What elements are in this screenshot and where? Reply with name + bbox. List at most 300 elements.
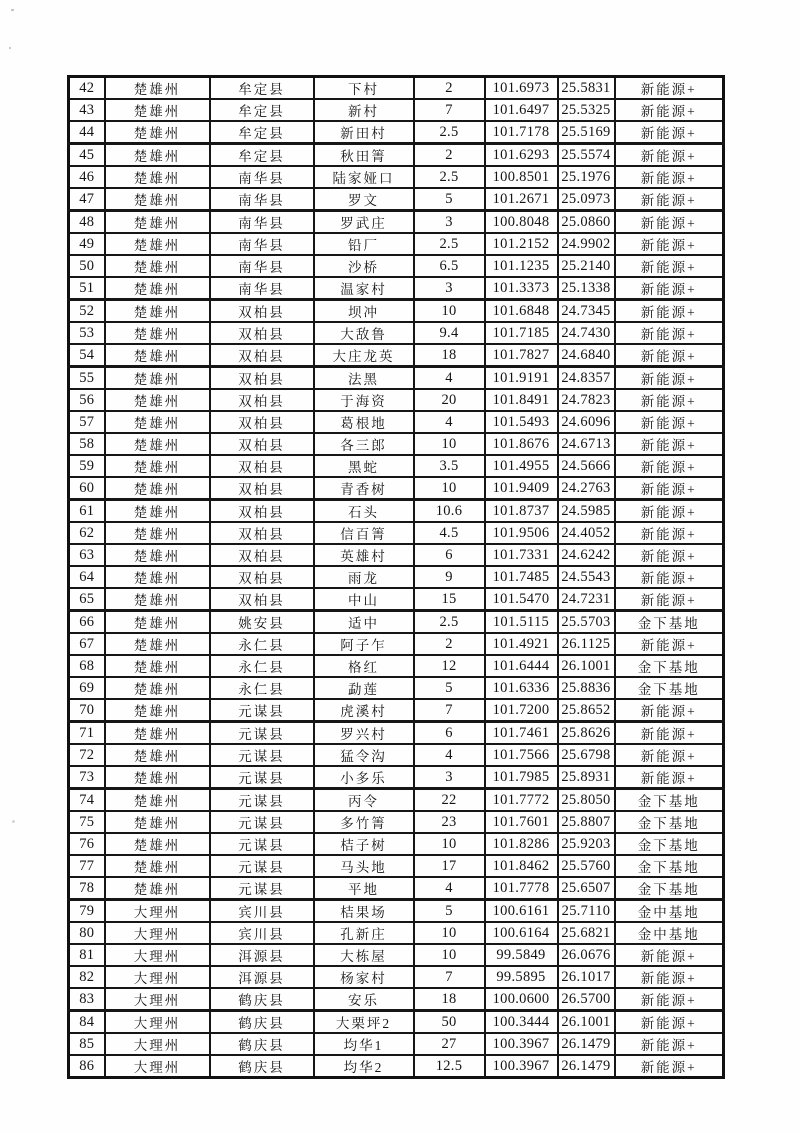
cell-longitude: 101.7778 [485,877,558,900]
cell-category: 新能源+ [615,522,724,544]
cell-latitude: 24.7823 [558,389,615,411]
cell-prefecture: 楚雄州 [105,188,210,211]
cell-category: 新能源+ [615,367,724,390]
cell-capacity: 3 [414,277,485,300]
table-row [69,766,724,789]
table-row [69,699,724,722]
cell-category: 新能源+ [615,566,724,588]
cell-county: 元谋县 [210,744,314,766]
table-row [69,922,724,944]
cell-row-number: 63 [69,544,105,566]
cell-prefecture: 楚雄州 [105,166,210,188]
cell-county: 双柏县 [210,455,314,477]
cell-category: 金中基地 [615,900,724,923]
cell-prefecture: 楚雄州 [105,633,210,655]
cell-latitude: 24.6096 [558,411,615,433]
cell-latitude: 24.7231 [558,588,615,611]
cell-capacity: 4 [414,367,485,390]
cell-county: 双柏县 [210,322,314,344]
cell-county: 宾川县 [210,922,314,944]
cell-capacity: 2.5 [414,233,485,255]
cell-longitude: 101.7178 [485,121,558,144]
cell-prefecture: 楚雄州 [105,766,210,789]
cell-capacity: 2.5 [414,611,485,634]
cell-row-number: 66 [69,611,105,634]
cell-capacity: 7 [414,99,485,121]
cell-row-number: 81 [69,944,105,966]
cell-category: 新能源+ [615,1011,724,1034]
cell-county: 元谋县 [210,789,314,812]
cell-category: 新能源+ [615,944,724,966]
cell-latitude: 25.7110 [558,900,615,923]
cell-category: 新能源+ [615,455,724,477]
cell-county: 双柏县 [210,522,314,544]
cell-row-number: 53 [69,322,105,344]
cell-category: 新能源+ [615,722,724,745]
cell-row-number: 83 [69,988,105,1011]
cell-latitude: 25.0860 [558,211,615,234]
cell-category: 新能源+ [615,411,724,433]
cell-county: 元谋县 [210,833,314,855]
cell-row-number: 69 [69,677,105,699]
cell-prefecture: 楚雄州 [105,477,210,500]
cell-capacity: 10 [414,300,485,323]
cell-row-number: 56 [69,389,105,411]
cell-county: 元谋县 [210,811,314,833]
cell-latitude: 25.5325 [558,99,615,121]
cell-site-name: 虎溪村 [314,699,414,722]
cell-site-name: 阿子乍 [314,633,414,655]
cell-county: 双柏县 [210,477,314,500]
cell-category: 新能源+ [615,99,724,121]
table-row [69,966,724,988]
cell-site-name: 安乐 [314,988,414,1011]
cell-category: 新能源+ [615,211,724,234]
cell-capacity: 9.4 [414,322,485,344]
cell-county: 南华县 [210,166,314,188]
cell-category: 金下基地 [615,789,724,812]
cell-county: 双柏县 [210,344,314,367]
cell-capacity: 12 [414,655,485,677]
cell-capacity: 15 [414,588,485,611]
table-row [69,322,724,344]
cell-latitude: 24.7345 [558,300,615,323]
cell-row-number: 43 [69,99,105,121]
cell-longitude: 101.3373 [485,277,558,300]
cell-longitude: 100.8048 [485,211,558,234]
cell-prefecture: 楚雄州 [105,833,210,855]
cell-site-name: 于海资 [314,389,414,411]
table-row [69,1033,724,1055]
cell-latitude: 26.0676 [558,944,615,966]
cell-longitude: 101.9191 [485,367,558,390]
cell-latitude: 25.5831 [558,77,615,100]
table-row [69,611,724,634]
cell-longitude: 100.0600 [485,988,558,1011]
cell-prefecture: 大理州 [105,988,210,1011]
site-table [67,75,725,1079]
cell-row-number: 52 [69,300,105,323]
table-row [69,389,724,411]
cell-site-name: 雨龙 [314,566,414,588]
cell-category: 新能源+ [615,1055,724,1078]
cell-capacity: 9 [414,566,485,588]
cell-capacity: 5 [414,900,485,923]
cell-latitude: 26.1001 [558,655,615,677]
cell-site-name: 格红 [314,655,414,677]
cell-latitude: 24.2763 [558,477,615,500]
cell-site-name: 沙桥 [314,255,414,277]
cell-longitude: 101.9409 [485,477,558,500]
cell-row-number: 44 [69,121,105,144]
cell-site-name: 中山 [314,588,414,611]
cell-category: 新能源+ [615,121,724,144]
table-row [69,744,724,766]
cell-site-name: 石头 [314,500,414,523]
cell-latitude: 24.7430 [558,322,615,344]
cell-longitude: 101.7331 [485,544,558,566]
cell-capacity: 10.6 [414,500,485,523]
cell-site-name: 青香树 [314,477,414,500]
cell-prefecture: 楚雄州 [105,344,210,367]
cell-county: 双柏县 [210,566,314,588]
cell-capacity: 3.5 [414,455,485,477]
cell-category: 金下基地 [615,611,724,634]
cell-capacity: 27 [414,1033,485,1055]
cell-category: 新能源+ [615,699,724,722]
table-row [69,77,724,100]
cell-row-number: 61 [69,500,105,523]
cell-row-number: 57 [69,411,105,433]
cell-capacity: 4 [414,411,485,433]
cell-prefecture: 楚雄州 [105,877,210,900]
cell-site-name: 罗文 [314,188,414,211]
site-table-body [69,77,724,1078]
cell-county: 牟定县 [210,77,314,100]
table-row [69,233,724,255]
cell-prefecture: 楚雄州 [105,522,210,544]
cell-county: 南华县 [210,233,314,255]
cell-latitude: 26.1125 [558,633,615,655]
cell-longitude: 100.8501 [485,166,558,188]
table-row [69,433,724,455]
cell-prefecture: 楚雄州 [105,300,210,323]
cell-latitude: 26.1479 [558,1033,615,1055]
cell-prefecture: 楚雄州 [105,121,210,144]
cell-latitude: 26.1017 [558,966,615,988]
cell-row-number: 45 [69,144,105,167]
cell-longitude: 101.6293 [485,144,558,167]
cell-prefecture: 楚雄州 [105,611,210,634]
cell-site-name: 罗兴村 [314,722,414,745]
cell-capacity: 5 [414,677,485,699]
cell-capacity: 18 [414,988,485,1011]
cell-county: 元谋县 [210,877,314,900]
cell-capacity: 5 [414,188,485,211]
cell-latitude: 25.9203 [558,833,615,855]
cell-site-name: 勐莲 [314,677,414,699]
table-row [69,277,724,300]
cell-longitude: 101.5493 [485,411,558,433]
cell-latitude: 25.8652 [558,699,615,722]
cell-category: 新能源+ [615,1033,724,1055]
cell-category: 新能源+ [615,300,724,323]
cell-site-name: 桔子树 [314,833,414,855]
table-row [69,411,724,433]
cell-capacity: 23 [414,811,485,833]
cell-site-name: 黑蛇 [314,455,414,477]
cell-prefecture: 楚雄州 [105,99,210,121]
cell-capacity: 10 [414,833,485,855]
cell-row-number: 60 [69,477,105,500]
cell-longitude: 100.3444 [485,1011,558,1034]
cell-prefecture: 楚雄州 [105,455,210,477]
cell-longitude: 101.2152 [485,233,558,255]
cell-category: 新能源+ [615,988,724,1011]
table-row [69,544,724,566]
cell-capacity: 3 [414,766,485,789]
table-row [69,121,724,144]
cell-county: 元谋县 [210,855,314,877]
cell-county: 宾川县 [210,900,314,923]
cell-longitude: 101.7185 [485,322,558,344]
cell-category: 金下基地 [615,877,724,900]
table-row [69,566,724,588]
cell-row-number: 50 [69,255,105,277]
cell-county: 鹤庆县 [210,1033,314,1055]
cell-row-number: 67 [69,633,105,655]
cell-prefecture: 楚雄州 [105,233,210,255]
cell-latitude: 25.6821 [558,922,615,944]
table-row [69,877,724,900]
cell-latitude: 24.6713 [558,433,615,455]
cell-longitude: 101.8676 [485,433,558,455]
cell-county: 牟定县 [210,99,314,121]
cell-site-name: 各三郎 [314,433,414,455]
cell-capacity: 7 [414,699,485,722]
cell-prefecture: 楚雄州 [105,855,210,877]
table-row [69,255,724,277]
cell-longitude: 101.6497 [485,99,558,121]
cell-category: 新能源+ [615,188,724,211]
cell-category: 金中基地 [615,922,724,944]
cell-category: 新能源+ [615,500,724,523]
cell-prefecture: 楚雄州 [105,588,210,611]
cell-longitude: 101.2671 [485,188,558,211]
cell-category: 新能源+ [615,477,724,500]
table-row [69,677,724,699]
cell-prefecture: 楚雄州 [105,722,210,745]
cell-prefecture: 楚雄州 [105,77,210,100]
cell-longitude: 101.6336 [485,677,558,699]
cell-site-name: 大栗坪2 [314,1011,414,1034]
cell-row-number: 47 [69,188,105,211]
cell-site-name: 均华2 [314,1055,414,1078]
cell-site-name: 葛根地 [314,411,414,433]
cell-row-number: 84 [69,1011,105,1034]
cell-row-number: 77 [69,855,105,877]
cell-longitude: 101.8737 [485,500,558,523]
table-row [69,789,724,812]
cell-category: 新能源+ [615,277,724,300]
cell-prefecture: 大理州 [105,1033,210,1055]
cell-category: 金下基地 [615,855,724,877]
cell-category: 新能源+ [615,322,724,344]
cell-latitude: 25.1976 [558,166,615,188]
cell-longitude: 100.6164 [485,922,558,944]
cell-capacity: 50 [414,1011,485,1034]
cell-prefecture: 楚雄州 [105,811,210,833]
cell-latitude: 24.9902 [558,233,615,255]
cell-longitude: 101.7985 [485,766,558,789]
cell-latitude: 25.8836 [558,677,615,699]
table-row [69,211,724,234]
cell-row-number: 54 [69,344,105,367]
cell-longitude: 101.8462 [485,855,558,877]
table-row [69,300,724,323]
cell-prefecture: 楚雄州 [105,322,210,344]
cell-category: 金下基地 [615,677,724,699]
cell-county: 洱源县 [210,944,314,966]
table-row [69,633,724,655]
table-row [69,944,724,966]
scan-speck [12,820,15,823]
cell-category: 金下基地 [615,833,724,855]
table-row [69,500,724,523]
cell-county: 洱源县 [210,966,314,988]
table-row [69,522,724,544]
cell-latitude: 24.6242 [558,544,615,566]
cell-capacity: 2.5 [414,121,485,144]
cell-county: 双柏县 [210,433,314,455]
cell-latitude: 25.5703 [558,611,615,634]
cell-capacity: 22 [414,789,485,812]
table-row [69,188,724,211]
table-row [69,477,724,500]
cell-row-number: 85 [69,1033,105,1055]
cell-site-name: 平地 [314,877,414,900]
cell-latitude: 25.8807 [558,811,615,833]
cell-row-number: 86 [69,1055,105,1078]
cell-latitude: 24.8357 [558,367,615,390]
cell-prefecture: 楚雄州 [105,277,210,300]
cell-category: 新能源+ [615,544,724,566]
cell-site-name: 猛令沟 [314,744,414,766]
cell-row-number: 58 [69,433,105,455]
cell-latitude: 26.1479 [558,1055,615,1078]
cell-latitude: 25.5760 [558,855,615,877]
cell-capacity: 2 [414,633,485,655]
table-row [69,1055,724,1078]
cell-longitude: 101.7772 [485,789,558,812]
cell-prefecture: 楚雄州 [105,500,210,523]
cell-row-number: 55 [69,367,105,390]
table-row [69,99,724,121]
cell-prefecture: 大理州 [105,922,210,944]
cell-latitude: 25.5169 [558,121,615,144]
cell-site-name: 坝冲 [314,300,414,323]
cell-prefecture: 楚雄州 [105,789,210,812]
cell-site-name: 新村 [314,99,414,121]
cell-prefecture: 楚雄州 [105,566,210,588]
cell-county: 双柏县 [210,588,314,611]
cell-county: 永仁县 [210,655,314,677]
cell-row-number: 75 [69,811,105,833]
cell-county: 姚安县 [210,611,314,634]
cell-longitude: 101.9506 [485,522,558,544]
cell-site-name: 新田村 [314,121,414,144]
cell-capacity: 12.5 [414,1055,485,1078]
cell-site-name: 马头地 [314,855,414,877]
cell-county: 鹤庆县 [210,1011,314,1034]
cell-latitude: 25.8931 [558,766,615,789]
cell-county: 永仁县 [210,677,314,699]
cell-site-name: 法黑 [314,367,414,390]
cell-capacity: 2.5 [414,166,485,188]
cell-category: 新能源+ [615,389,724,411]
cell-row-number: 78 [69,877,105,900]
table-row [69,811,724,833]
cell-site-name: 信百箐 [314,522,414,544]
cell-county: 南华县 [210,277,314,300]
cell-category: 新能源+ [615,744,724,766]
cell-capacity: 2 [414,77,485,100]
cell-row-number: 65 [69,588,105,611]
cell-longitude: 100.6161 [485,900,558,923]
cell-county: 双柏县 [210,544,314,566]
cell-prefecture: 楚雄州 [105,699,210,722]
cell-site-name: 多竹箐 [314,811,414,833]
cell-site-name: 小多乐 [314,766,414,789]
cell-site-name: 桔果场 [314,900,414,923]
cell-prefecture: 楚雄州 [105,367,210,390]
cell-latitude: 25.6798 [558,744,615,766]
cell-site-name: 铅厂 [314,233,414,255]
cell-prefecture: 楚雄州 [105,677,210,699]
cell-longitude: 101.8286 [485,833,558,855]
cell-longitude: 101.6848 [485,300,558,323]
cell-category: 金下基地 [615,811,724,833]
cell-longitude: 101.7200 [485,699,558,722]
cell-longitude: 101.5115 [485,611,558,634]
cell-capacity: 18 [414,344,485,367]
cell-longitude: 101.7485 [485,566,558,588]
cell-longitude: 101.6444 [485,655,558,677]
cell-capacity: 6 [414,544,485,566]
cell-prefecture: 楚雄州 [105,655,210,677]
table-row [69,588,724,611]
cell-latitude: 24.5666 [558,455,615,477]
cell-site-name: 英雄村 [314,544,414,566]
cell-prefecture: 楚雄州 [105,389,210,411]
table-row [69,833,724,855]
cell-longitude: 101.4955 [485,455,558,477]
cell-latitude: 25.8626 [558,722,615,745]
cell-site-name: 孔新庄 [314,922,414,944]
cell-row-number: 82 [69,966,105,988]
cell-latitude: 25.6507 [558,877,615,900]
cell-longitude: 101.5470 [485,588,558,611]
cell-row-number: 64 [69,566,105,588]
cell-latitude: 26.1001 [558,1011,615,1034]
cell-longitude: 101.6973 [485,77,558,100]
cell-category: 新能源+ [615,633,724,655]
cell-county: 双柏县 [210,500,314,523]
cell-prefecture: 楚雄州 [105,544,210,566]
cell-row-number: 49 [69,233,105,255]
cell-prefecture: 大理州 [105,1055,210,1078]
cell-row-number: 48 [69,211,105,234]
